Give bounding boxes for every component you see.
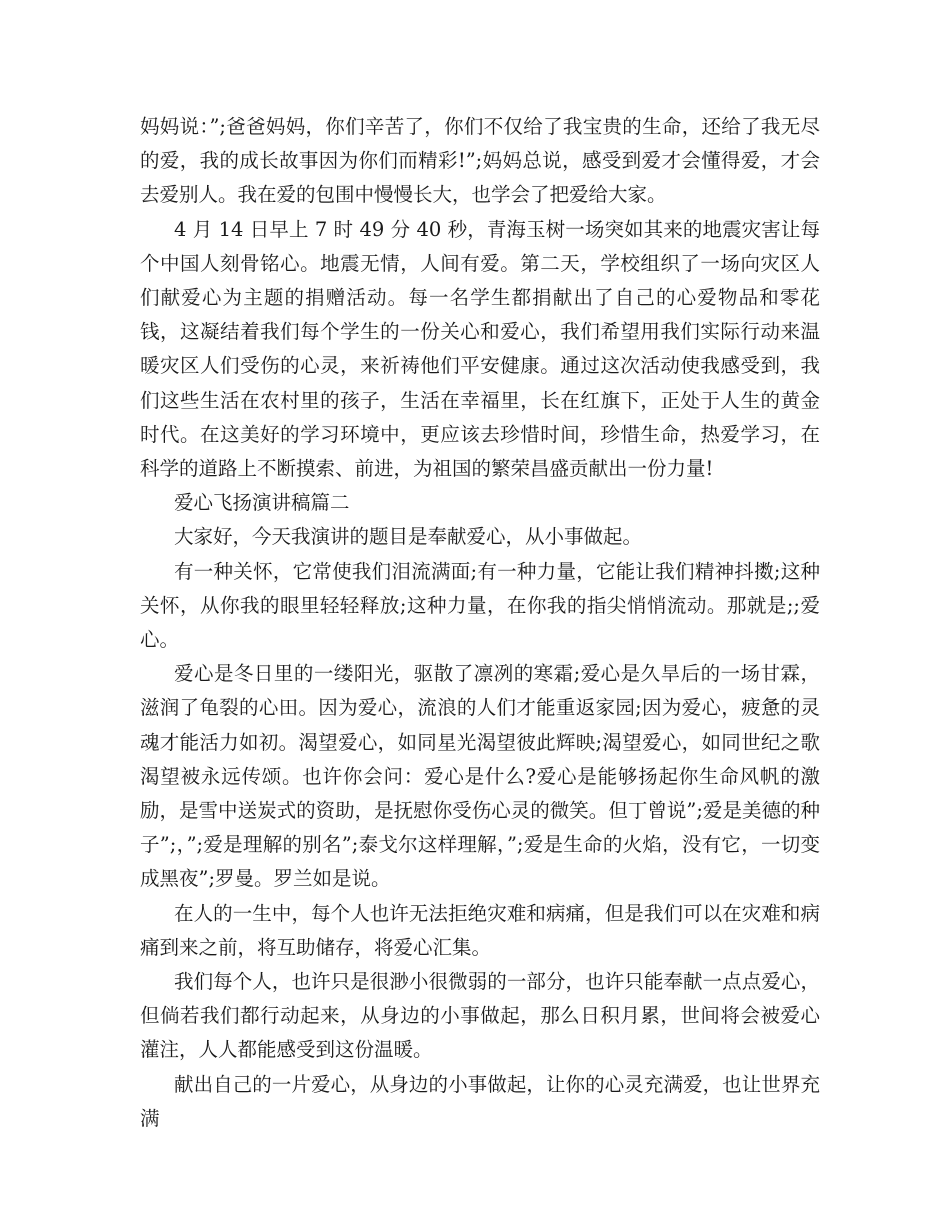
- paragraph-6: 在人的一生中，每个人也许无法拒绝灾难和病痛，但是我们可以在灾难和病痛到来之前，将互助储存，将爱心汇集。: [140, 901, 820, 959]
- paragraph-3: 大家好，今天我演讲的题目是奉献爱心，从小事做起。: [174, 525, 643, 549]
- paragraph-4: 有一种关怀，它常使我们泪流满面;有一种力量，它能让我们精神抖擞;这种关怀，从你我的眼里轻轻释放;这种力量，在你我的指尖悄悄流动。那就是;;爱心。: [140, 559, 820, 652]
- section-heading: 爱心飞扬演讲稿篇二: [174, 491, 350, 515]
- paragraph-7: 我们每个人，也许只是很渺小很微弱的一部分，也许只能奉献一点点爱心，但倘若我们都行动起来，从身边的小事做起，那么日积月累，世间将会被爱心灌注，人人都能感受到这份温暖。: [140, 970, 820, 1062]
- paragraph-1: 妈妈说：”;爸爸妈妈，你们辛苦了，你们不仅给了我宝贵的生命，还给了我无尽的爱，我的成长故事因为你们而精彩!”;妈妈总说，感受到爱才会懂得爱，才会去爱别人。我在爱的包围中慢慢长大，也学会了把爱给大家。: [140, 115, 820, 207]
- paragraph-2: 4 月 14 日早上 7 时 49 分 40 秒，青海玉树一场突如其来的地震灾害让每个中国人刻骨铭心。地震无情，人间有爱。第二天，学校组织了一场向灾区人们献爱心为主题的捐赠活动。每一名学生都捐献出了自己的心爱物品和零花钱，这凝结着我们每个学生的一份关心和爱心，我们希望用我们实际行动来温暖灾区人们受伤的心灵，来祈祷他们平安健康。通过这次活动使我感受到，我们这些生活在农村里的孩子，生活在幸福里，长在红旗下，正处于人生的黄金时代。在这美好的学习环境中，更应该去珍惜时间，珍惜生命，热爱学习，在科学的道路上不断摸索、前进，为祖国的繁荣昌盛贡献出一份力量!: [140, 217, 820, 481]
- paragraph-8: 献出自己的一片爱心，从身边的小事做起，让你的心灵充满爱，也让世界充满: [140, 1072, 820, 1130]
- document-body: [140, 110, 820, 1136]
- paragraph-5: 爱心是冬日里的一缕阳光，驱散了凛冽的寒霜;爱心是久旱后的一场甘霖，滋润了龟裂的心田。因为爱心，流浪的人们才能重返家园;因为爱心，疲惫的灵魂才能活力如初。渴望爱心，如同星光渴望彼此辉映;渴望爱心，如同世纪之歌渴望被永远传颂。也许你会问：爱心是什么?爱心是能够扬起你生命风帆的激励，是雪中送炭式的资助，是抚慰你受伤心灵的微笑。但丁曾说”;爱是美德的种子”;，”;爱是理解的别名”;泰戈尔这样理解，”;爱是生命的火焰，没有它，一切变成黑夜”;罗曼。罗兰如是说。: [140, 662, 820, 891]
